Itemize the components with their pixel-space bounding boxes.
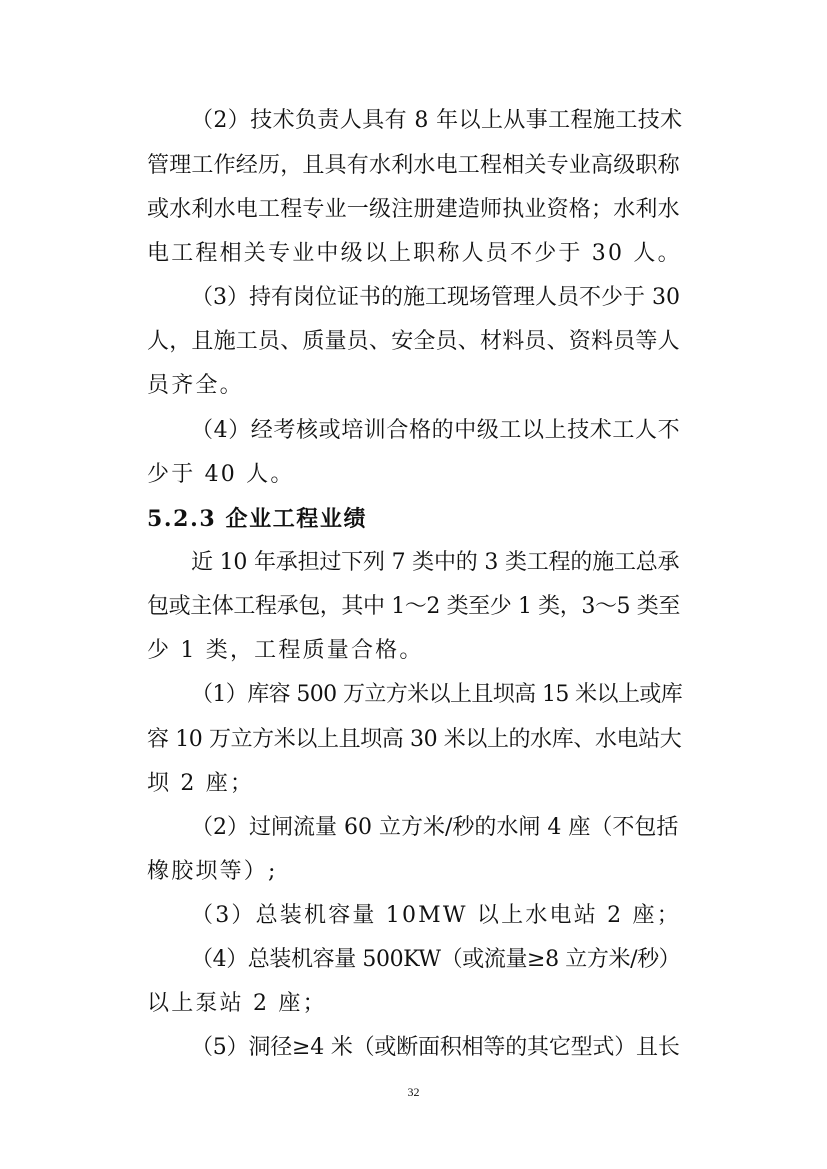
text-line: 包或主体工程承包，其中 1～2 类至少 1 类，3～5 类至 <box>147 594 680 619</box>
text-line: （2）技术负责人具有 8 年以上从事工程施工技术 <box>191 108 683 133</box>
text-line: 少于 40 人。 <box>147 462 295 487</box>
text-line: 人，且施工员、质量员、安全员、材料员、资料员等人 <box>147 329 680 354</box>
text-line: （5）洞径≥4 米（或断面积相等的其它型式）且长 <box>191 1035 680 1060</box>
text-line: 近 10 年承担过下列 7 类中的 3 类工程的施工总承 <box>191 550 680 575</box>
text-line: （3）持有岗位证书的施工现场管理人员不少于 30 <box>191 285 680 310</box>
section-heading: 5.2.3 企业工程业绩 <box>147 506 368 532</box>
text-line: 员齐全。 <box>147 373 244 398</box>
text-line: 或水利水电工程专业一级注册建造师执业资格；水利水 <box>147 197 680 222</box>
page-number: 32 <box>407 1085 420 1099</box>
text-line: 少 1 类，工程质量合格。 <box>147 638 424 663</box>
text-line: （3）总装机容量 10MW 以上水电站 2 座； <box>191 903 681 928</box>
text-line: （4）总装机容量 500KW（或流量≥8 立方米/秒） <box>191 947 681 972</box>
text-line: 橡胶坝等）; <box>147 859 278 884</box>
text-line: 坝 2 座； <box>147 771 255 796</box>
text-line: （2）过闸流量 60 立方米/秒的水闸 4 座（不包括 <box>191 815 679 840</box>
text-line: 以上泵站 2 座； <box>147 991 327 1016</box>
text-line: 容 10 万立方米以上且坝高 30 米以上的水库、水电站大 <box>147 727 682 752</box>
text-line: （1）库容 500 万立方米以上且坝高 15 米以上或库 <box>191 682 683 707</box>
text-line: （4）经考核或培训合格的中级工以上技术工人不 <box>191 418 681 443</box>
text-line: 电工程相关专业中级以上职称人员不少于 30 人。 <box>147 241 682 266</box>
text-line: 管理工作经历，且具有水利水电工程相关专业高级职称 <box>147 153 680 178</box>
